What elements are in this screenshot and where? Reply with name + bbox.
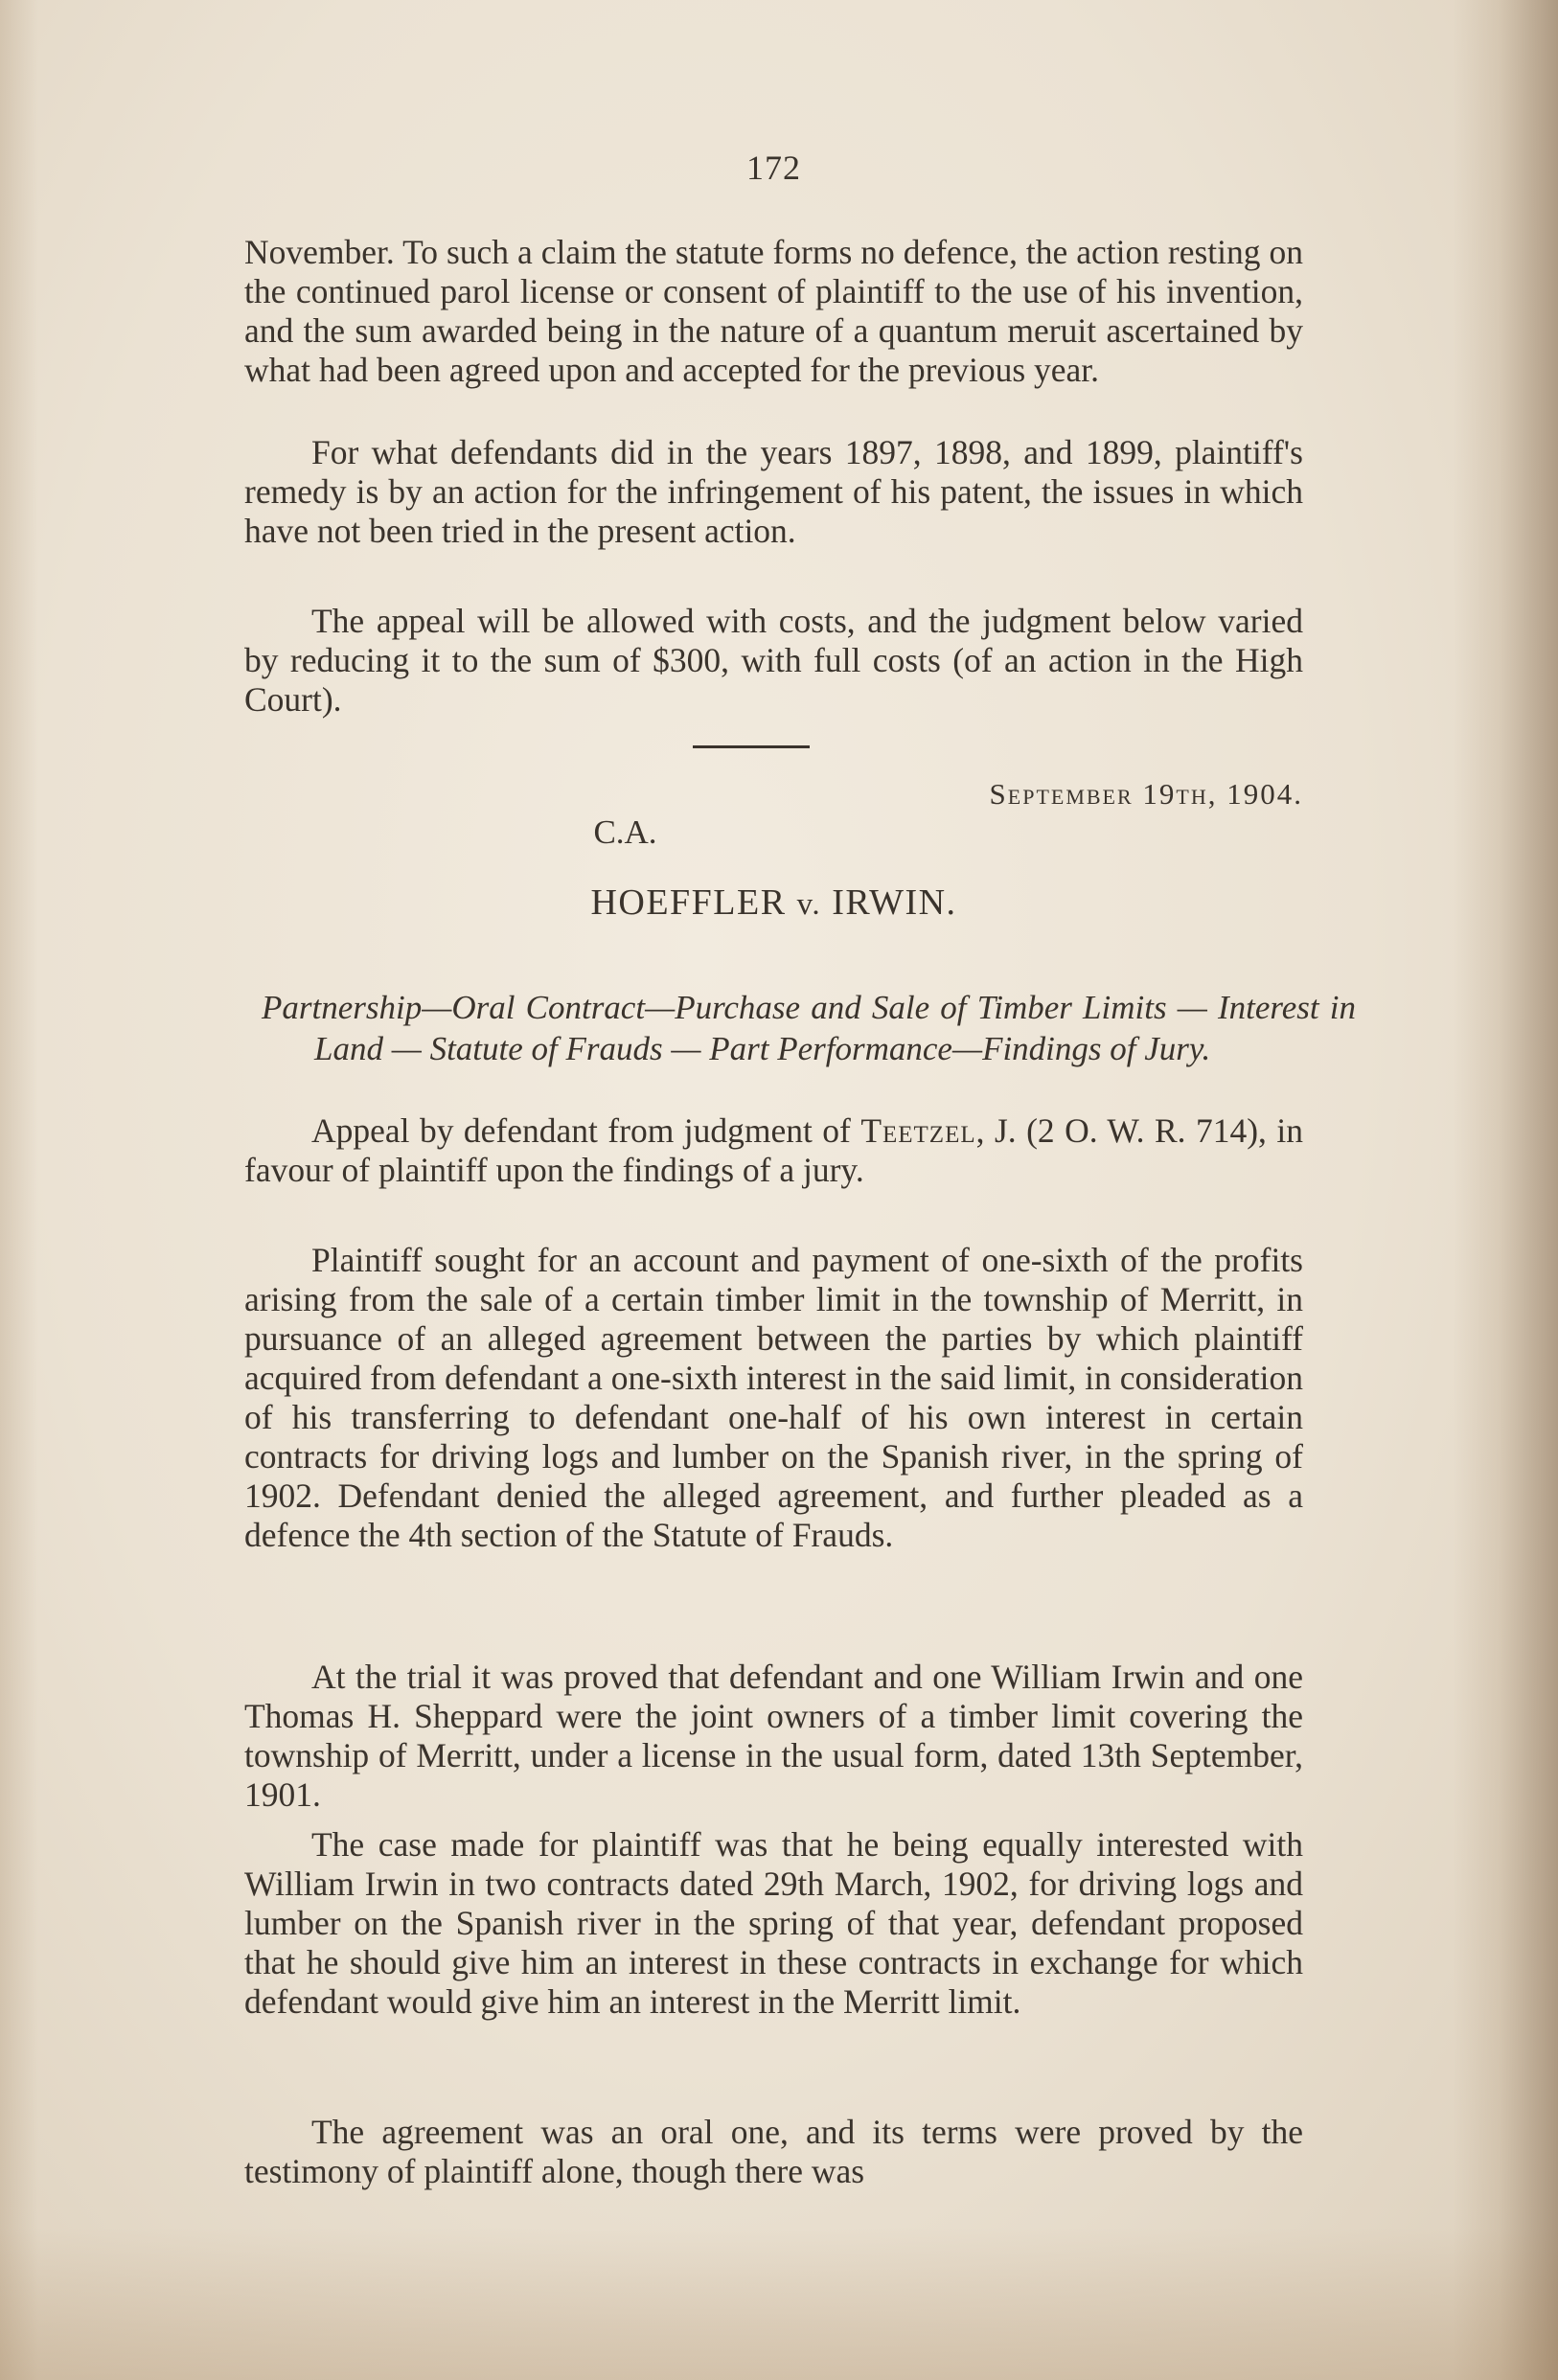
case-versus: v. xyxy=(796,887,822,922)
case-date: September 19th, 1904. xyxy=(989,777,1303,811)
page-edge-right xyxy=(1453,0,1558,2380)
paragraph-trial: At the trial it was proved that defendant and one William Irwin and one Thomas H. Sheppard were the joint owners of a timber limit covering the township of Merritt, under a license in the usual form, dated 13th September, 1901. xyxy=(244,1658,1303,1814)
paragraph-appeal xyxy=(244,1111,1303,1190)
case-title xyxy=(244,883,1303,925)
judge-name: Teetzel xyxy=(860,1111,976,1150)
page-edge-left xyxy=(0,0,38,2380)
section-divider xyxy=(693,745,810,748)
page-edge-bottom xyxy=(0,2227,1558,2380)
case-defendant: IRWIN. xyxy=(832,882,957,923)
court-abbreviation: C.A. xyxy=(593,813,657,851)
paragraph-continuation: November. To such a claim the statute forms no defence, the action resting on the continued parol license or consent of plaintiff to the use of his invention, and the sum awarded being in the nature of a quantum meruit ascertained by what had been agreed upon and accepted for the previous year. xyxy=(244,233,1303,389)
paragraph-case-made: The case made for plaintiff was that he being equally interested with William Irwin in two contracts dated 29th March, 1902, for driving logs and lumber on the Spanish river in the spring of that year, defendant proposed that he should give him an interest in these contracts in exchange for which defendant would give him an interest in the Merritt limit. xyxy=(244,1825,1303,2021)
headnote: Partnership—Oral Contract—Purchase and Sale of Timber Limits — Interest in Land — Statute of Frauds — Part Performance—Findings of Jury. xyxy=(262,989,1356,1067)
appeal-text-before: Appeal by defendant from judgment of xyxy=(311,1111,861,1150)
paragraph-claim: Plaintiff sought for an account and payment of one-sixth of the profits arising from the sale of a certain timber limit in the township of Merritt, in pursuance of an alleged agreement between the parties by which plaintiff acquired from defendant a one-sixth interest in the said limit, in consideration of his transferring to defendant one-half of his own interest in certain contracts for driving logs and lumber on the Spanish river, in the spring of 1902. Defendant denied the alleged agreement, and further pleaded as a defence the 4th section of the Statute of Frauds. xyxy=(244,1241,1303,1554)
appeal-text-after: , J. (2 O. W. R. 714), in favour of plaintiff upon the findings of a jury. xyxy=(244,1111,1303,1189)
paragraph-appeal-allowed: The appeal will be allowed with costs, and the judgment below varied by reducing it to the sum of $300, with full costs (of an action in the High Court). xyxy=(244,602,1303,719)
page-number: 172 xyxy=(746,149,801,187)
case-plaintiff: HOEFFLER xyxy=(590,882,787,923)
paragraph-agreement: The agreement was an oral one, and its terms were proved by the testimony of plaintiff alone, though there was xyxy=(244,2113,1303,2190)
paragraph-remedy: For what defendants did in the years 1897, 1898, and 1899, plaintiff's remedy is by an action for the infringement of his patent, the issues in which have not been tried in the present action. xyxy=(244,433,1303,550)
